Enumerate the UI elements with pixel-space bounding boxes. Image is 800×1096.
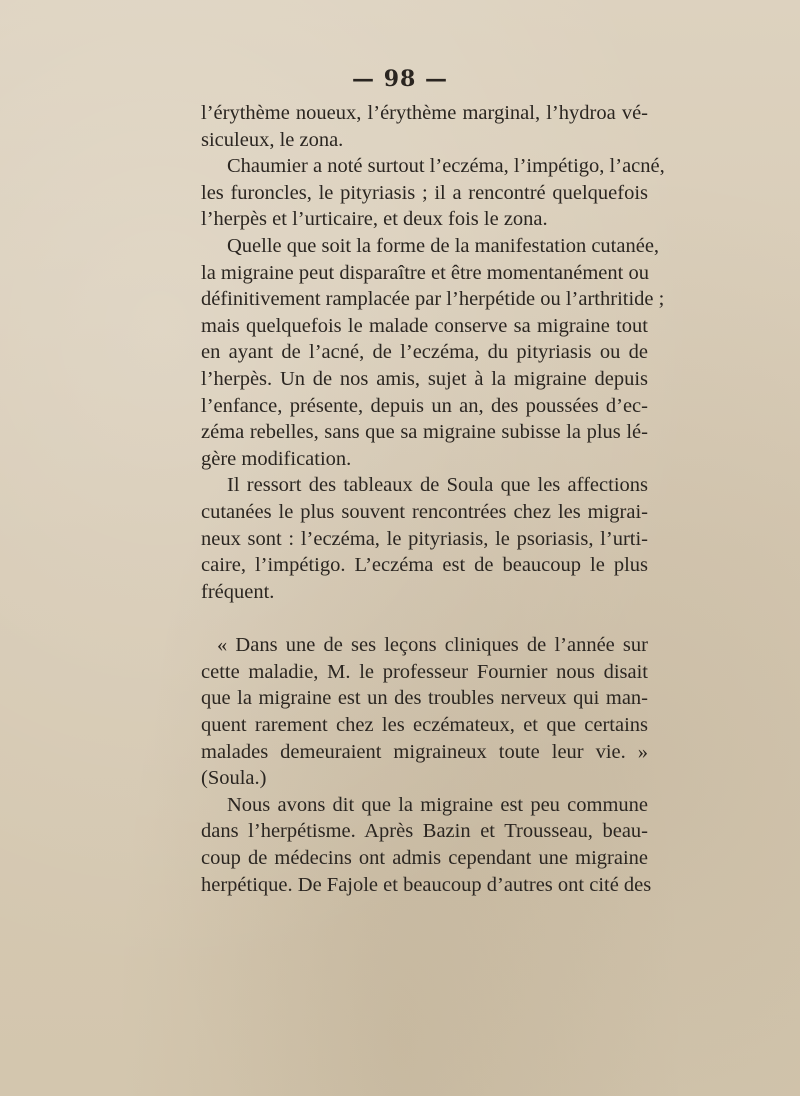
text-line: caire, l’impétigo. L’eczéma est de beaucoup le plus xyxy=(201,554,648,577)
text-line: herpétique. De Fajole et beaucoup d’autres ont cité des xyxy=(201,873,652,896)
text-line: « Dans une de ses leçons cliniques de l’année sur xyxy=(217,634,648,657)
page-number: — 98 — xyxy=(352,66,448,92)
paragraph xyxy=(201,472,648,605)
paragraph xyxy=(201,153,665,233)
text-line: les furoncles, le pityriasis ; il a rencontré quelquefois xyxy=(201,181,648,204)
text-line: Chaumier a noté surtout l’eczéma, l’impétigo, l’acné, xyxy=(227,155,665,178)
text-line: gère modification. xyxy=(201,447,352,470)
body-text xyxy=(201,100,665,898)
paragraph-gap xyxy=(201,605,648,632)
text-line: mais quelquefois le malade conserve sa migraine tout xyxy=(201,314,648,337)
text-line: (Soula.) xyxy=(201,767,267,790)
text-line: coup de médecins ont admis cependant une migraine xyxy=(201,847,648,870)
text-line: neux sont : l’eczéma, le pityriasis, le psoriasis, l’urti- xyxy=(201,527,648,550)
text-line: l’enfance, présente, depuis un an, des poussées d’ec- xyxy=(201,394,648,417)
text-line: la migraine peut disparaître et être momentanément ou xyxy=(201,261,649,284)
text-line: l’herpès et l’urticaire, et deux fois le zona. xyxy=(201,208,548,231)
text-line: quent rarement chez les eczémateux, et que certains xyxy=(201,714,648,737)
paragraph xyxy=(201,233,665,472)
text-line: cette maladie, M. le professeur Fournier nous disait xyxy=(201,660,648,683)
text-line: l’érythème noueux, l’érythème marginal, l’hydroa vé- xyxy=(201,102,648,124)
text-line: siculeux, le zona. xyxy=(201,128,344,151)
text-line: que la migraine est un des troubles nerveux qui man- xyxy=(201,687,648,710)
text-line: malades demeuraient migraineux toute leur vie. » xyxy=(201,740,648,763)
text-line: Quelle que soit la forme de la manifestation cutanée, xyxy=(227,234,660,257)
text-line: zéma rebelles, sans que sa migraine subisse la plus lé- xyxy=(201,421,648,444)
paragraph xyxy=(201,100,648,153)
text-line: dans l’herpétisme. Après Bazin et Trousseau, beau- xyxy=(201,820,648,843)
text-line: cutanées le plus souvent rencontrées chez les migrai- xyxy=(201,500,648,523)
paragraph xyxy=(201,792,652,898)
text-line: Nous avons dit que la migraine est peu commune xyxy=(227,793,648,816)
text-line: en ayant de l’acné, de l’eczéma, du pityriasis ou de xyxy=(201,341,648,364)
text-line: définitivement ramplacée par l’herpétide ou l’arthritide ; xyxy=(201,288,665,311)
quotation xyxy=(201,632,648,792)
text-line: Il ressort des tableaux de Soula que les affections xyxy=(227,474,648,497)
text-line: l’herpès. Un de nos amis, sujet à la migraine depuis xyxy=(201,367,648,390)
text-line: fréquent. xyxy=(201,580,275,603)
